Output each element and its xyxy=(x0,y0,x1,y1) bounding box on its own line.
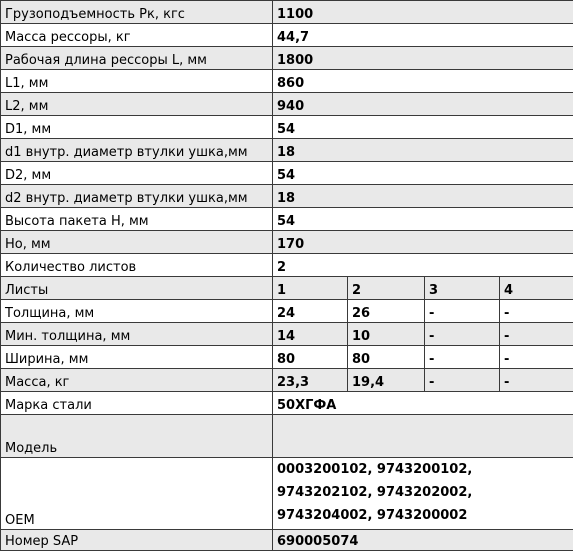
row-value: 18 xyxy=(273,139,573,162)
table-row xyxy=(1,458,573,530)
row-value: 1800 xyxy=(273,47,573,70)
leaf-cell: 24 xyxy=(273,300,348,323)
leaf-number: 3 xyxy=(425,277,500,300)
oem-label: OEM xyxy=(1,458,273,530)
row-label: L2, мм xyxy=(1,93,273,116)
row-label: d2 внутр. диаметр втулки ушка,мм xyxy=(1,185,273,208)
leaves-header-row xyxy=(1,277,573,300)
table-row xyxy=(1,70,573,93)
table-row xyxy=(1,300,573,323)
leaf-cell: - xyxy=(425,346,500,369)
leaf-cell: 26 xyxy=(348,300,425,323)
leaf-cell: - xyxy=(500,346,573,369)
row-label: D1, мм xyxy=(1,116,273,139)
leaf-cell: 23,3 xyxy=(273,369,348,392)
leaf-cell: - xyxy=(425,323,500,346)
table-row xyxy=(1,231,573,254)
row-value: 940 xyxy=(273,93,573,116)
leaf-cell: 80 xyxy=(348,346,425,369)
model-label: Модель xyxy=(1,415,273,458)
oem-value: 0003200102, 9743200102, 9743202102, 9743202002, 9743204002, 9743200002 xyxy=(273,458,573,530)
row-value: 54 xyxy=(273,162,573,185)
leaf-cell: - xyxy=(500,323,573,346)
table-row xyxy=(1,116,573,139)
leaves-header-label: Листы xyxy=(1,277,273,300)
model-value xyxy=(273,415,573,458)
table-row xyxy=(1,139,573,162)
leaf-number: 2 xyxy=(348,277,425,300)
table-row xyxy=(1,415,573,458)
steel-grade-label: Марка стали xyxy=(1,392,273,415)
leaf-cell: 80 xyxy=(273,346,348,369)
row-value: 2 xyxy=(273,254,573,277)
leaf-cell: 14 xyxy=(273,323,348,346)
row-label: D2, мм xyxy=(1,162,273,185)
table-row xyxy=(1,208,573,231)
row-label: Мин. толщина, мм xyxy=(1,323,273,346)
row-label: Масса рессоры, кг xyxy=(1,24,273,47)
row-label: Толщина, мм xyxy=(1,300,273,323)
leaf-number: 1 xyxy=(273,277,348,300)
table-row xyxy=(1,369,573,392)
table-row xyxy=(1,162,573,185)
table-row xyxy=(1,47,573,70)
row-label: Рабочая длина рессоры L, мм xyxy=(1,47,273,70)
row-label: Грузоподъемность Рк, кгс xyxy=(1,1,273,24)
steel-grade-value: 50ХГФА xyxy=(273,392,573,415)
row-label: Ширина, мм xyxy=(1,346,273,369)
sap-number-value: 690005074 xyxy=(273,530,573,551)
table-row xyxy=(1,530,573,551)
table-row xyxy=(1,185,573,208)
table-row xyxy=(1,93,573,116)
table-row xyxy=(1,1,573,24)
row-value: 170 xyxy=(273,231,573,254)
row-label: Масса, кг xyxy=(1,369,273,392)
leaf-cell: - xyxy=(500,369,573,392)
row-value: 54 xyxy=(273,208,573,231)
row-value: 18 xyxy=(273,185,573,208)
leaf-cell: 19,4 xyxy=(348,369,425,392)
row-value: 44,7 xyxy=(273,24,573,47)
row-value: 860 xyxy=(273,70,573,93)
sap-number-label: Номер SAP xyxy=(1,530,273,551)
leaf-number: 4 xyxy=(500,277,573,300)
leaf-cell: - xyxy=(425,369,500,392)
row-label: Количество листов xyxy=(1,254,273,277)
table-row xyxy=(1,392,573,415)
row-label: Высота пакета H, мм xyxy=(1,208,273,231)
table-row xyxy=(1,346,573,369)
row-value: 1100 xyxy=(273,1,573,24)
leaf-cell: - xyxy=(425,300,500,323)
leaf-cell: - xyxy=(500,300,573,323)
table-row xyxy=(1,323,573,346)
table-row xyxy=(1,254,573,277)
leaf-cell: 10 xyxy=(348,323,425,346)
row-label: Ho, мм xyxy=(1,231,273,254)
table-row xyxy=(1,24,573,47)
row-label: L1, мм xyxy=(1,70,273,93)
row-label: d1 внутр. диаметр втулки ушка,мм xyxy=(1,139,273,162)
row-value: 54 xyxy=(273,116,573,139)
